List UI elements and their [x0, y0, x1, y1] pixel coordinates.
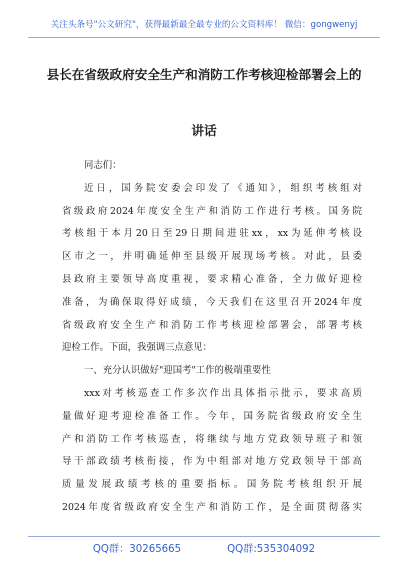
paragraph-line: 县政府主要领导高度重视，要求精心准备，全力做好迎检	[62, 273, 362, 285]
paragraph-line: 近日，国务院安委会印发了《通知》，组织考核组对	[84, 182, 362, 194]
paragraph-line: 准备，为确保取得好成绩，今天我们在这里召开2024年度	[62, 296, 362, 308]
document-body	[62, 155, 362, 520]
paragraph-line: 2024年度省级政府安全生产和消防工作，是全面贯彻落实	[62, 501, 362, 513]
section-heading: 一、充分认识做好"迎国考"工作的极端重要性	[84, 365, 271, 377]
document-title-continued: 讲话	[191, 123, 217, 138]
header-banner: 关注头条号"公文研究"，获得最新最全最专业的公文资料库！ 微信：gongwenyj	[50, 20, 358, 30]
paragraph-line: 省级政府安全生产和消防工作考核迎检部署会，部署考核	[62, 319, 362, 331]
document-title: 县长在省级政府安全生产和消防工作考核迎检部署会上的	[46, 67, 362, 82]
paragraph-line: xxx对考核巡查工作多次作出具体指示批示，要求高质	[84, 387, 362, 399]
footer-qq-group-2: QQ群:535304092	[227, 544, 316, 555]
footer-banner	[0, 540, 408, 555]
footer-divider	[28, 536, 380, 537]
paragraph-line: 区市之一，并明确延伸至县级开展现场考核。对此，县委	[62, 251, 362, 263]
paragraph-line: 质量发展政绩考核的重要指标。国务院考核组织开展	[62, 479, 362, 491]
paragraph-line: 导干部政绩考核衔接，作为中组部对地方党政领导干部高	[62, 456, 362, 468]
salutation: 同志们：	[84, 160, 122, 171]
paragraph-line: 量做好迎考迎检准备工作。今年，国务院省级政府安全生	[62, 410, 362, 422]
header-divider	[28, 37, 380, 38]
paragraph-line: 省级政府2024年度安全生产和消防工作进行考核。国务院	[62, 205, 362, 217]
footer-qq-group-1: QQ群：30265665	[92, 544, 182, 555]
paragraph-line: 考核组于本月20日至29日期间进驻xx，xx为延伸考核设	[62, 228, 362, 240]
paragraph-line: 产和消防工作考核巡查，将继续与地方党政领导班子和领	[62, 433, 362, 445]
paragraph-line: 迎检工作。下面，我强调三点意见：	[62, 342, 213, 354]
